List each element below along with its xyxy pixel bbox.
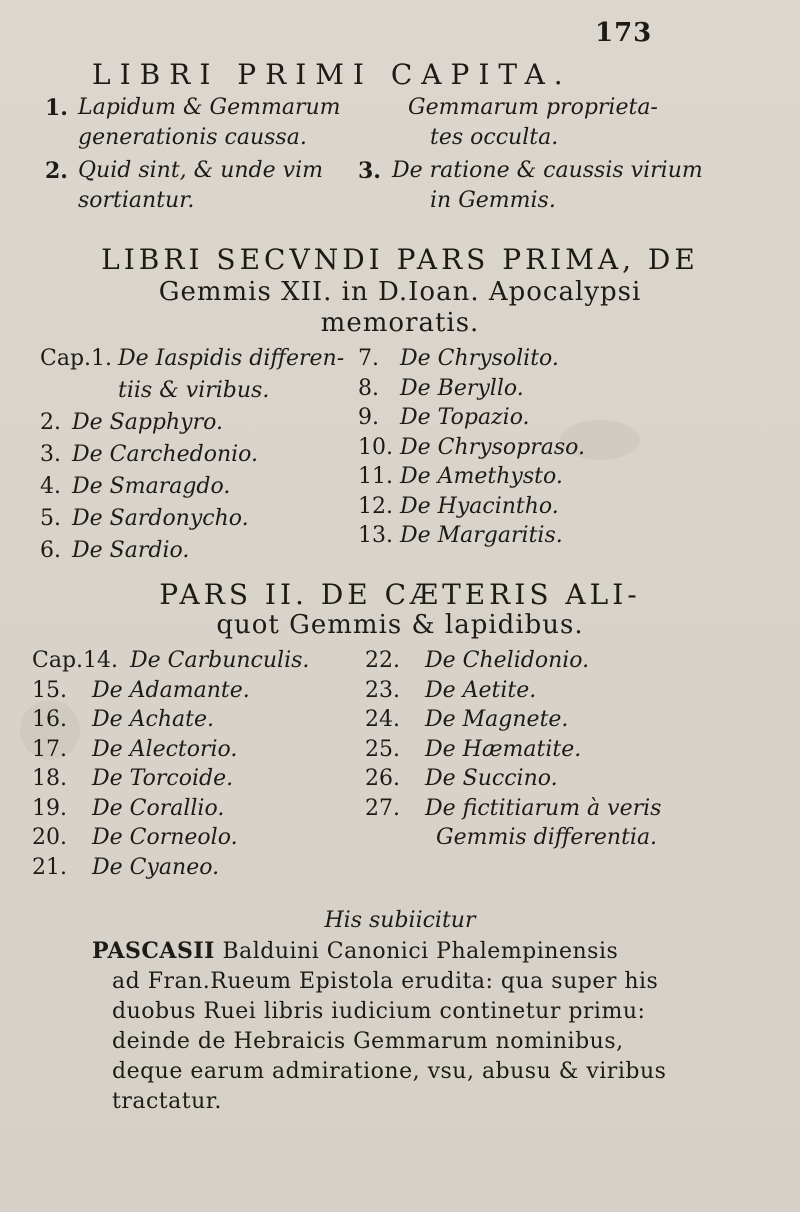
entry-title: De Sardio. xyxy=(72,538,190,563)
section-subtitle-secundi: Gemmis XII. in D.Ioan. Apocalypsi xyxy=(158,277,642,307)
entry-number: 4. xyxy=(40,474,61,499)
entry-number: 15. xyxy=(32,677,67,703)
entry-title: De fictitiarum à veris xyxy=(425,795,662,821)
entry-title: tiis & viribus. xyxy=(118,378,270,403)
paragraph-line: deinde de Hebraicis Gemmarum nominibus, xyxy=(112,1029,624,1054)
entry-number: 10. xyxy=(358,434,393,460)
entry-title: De Carchedonio. xyxy=(72,442,259,467)
entry-number: 25. xyxy=(365,736,400,762)
entry-title: Lapidum & Gemmarum xyxy=(78,95,341,120)
entry-number: 22. xyxy=(365,648,400,673)
entry-number: 21. xyxy=(32,854,67,880)
entry-number: 19. xyxy=(32,795,67,821)
entry-number: 26. xyxy=(365,766,400,791)
entry-title: De Corallio. xyxy=(92,795,225,821)
section-title-secundi: LIBRI SECVNDI PARS PRIMA, DE xyxy=(101,243,699,276)
entry-title: De Topazio. xyxy=(400,405,530,430)
epistola-paragraph xyxy=(92,936,782,1117)
entry-number: 24. xyxy=(365,707,400,732)
entry-number: 5. xyxy=(40,506,61,531)
entry-title: De Margaritis. xyxy=(400,523,563,548)
entry-number: 27. xyxy=(365,795,400,821)
paragraph-line: tractatur. xyxy=(112,1089,222,1114)
section-title-pars2: PARS II. DE CÆTERIS ALI- xyxy=(159,578,641,611)
paragraph-line: ad Fran.Rueum Epistola erudita: qua super his xyxy=(112,969,659,994)
entry-number: 1. xyxy=(45,95,68,121)
entry-title: De Chelidonio. xyxy=(425,648,590,673)
entry-title: De Amethysto. xyxy=(400,464,563,489)
entry-title: sortiantur. xyxy=(78,188,195,213)
entry-number: 11. xyxy=(358,464,393,489)
paragraph-first-line xyxy=(92,936,782,967)
entry-title: De Sapphyro. xyxy=(72,410,223,435)
paragraph-line: Balduini Canonici Phalempinensis xyxy=(222,939,619,964)
entry-title: De Magnete. xyxy=(425,707,569,732)
entry-number: 6. xyxy=(40,538,61,563)
entry-title: De Adamante. xyxy=(92,677,250,703)
entry-title: De Chrysopraso. xyxy=(400,434,585,460)
entry-title: Gemmis differentia. xyxy=(436,825,658,850)
entry-number: 20. xyxy=(32,825,67,850)
entry-title: De Torcoide. xyxy=(92,766,234,791)
entry-title: tes occulta. xyxy=(430,125,559,150)
entry-title: in Gemmis. xyxy=(430,188,556,213)
pascasii-lead: PASCASII xyxy=(92,938,215,964)
entry-title: De Cyaneo. xyxy=(92,854,220,880)
entry-title: De Succino. xyxy=(425,766,558,791)
entry-title: De Beryllo. xyxy=(400,375,524,401)
entry-number: 17. xyxy=(32,736,67,762)
page-number: 173 xyxy=(595,18,653,48)
entry-number: 18. xyxy=(32,766,67,791)
entry-number: 23. xyxy=(365,677,400,703)
entry-number: 3. xyxy=(40,442,61,467)
entry-title: De Corneolo. xyxy=(92,825,238,850)
entry-title: De Hæmatite. xyxy=(425,736,582,762)
running-head: LIBRI PRIMI CAPITA. xyxy=(92,58,572,91)
entry-title: De Carbunculis. xyxy=(130,648,310,673)
entry-title: Gemmarum proprieta- xyxy=(408,95,658,120)
entry-title: De Alectorio. xyxy=(92,736,238,762)
entry-number: 12. xyxy=(358,493,393,519)
entry-number: 2. xyxy=(40,410,61,435)
entry-title: De Iaspidis differen- xyxy=(118,346,345,371)
entry-title: De Hyacintho. xyxy=(400,493,559,519)
entry-number: 7. xyxy=(358,346,379,371)
entry-number: 16. xyxy=(32,707,67,732)
paragraph-line: duobus Ruei libris iudicium continetur primu: xyxy=(112,999,646,1024)
paragraph-line: deque earum admiratione, vsu, abusu & viribus xyxy=(112,1059,667,1084)
section-subtitle-secundi-end: memoratis. xyxy=(320,308,480,338)
entry-number: 9. xyxy=(358,405,379,430)
entry-number: Cap.1. xyxy=(40,346,113,371)
entry-title: De Achate. xyxy=(92,707,214,732)
entry-number: Cap.14. xyxy=(32,648,119,673)
entry-title: De Smaragdo. xyxy=(72,474,231,499)
entry-number: 3. xyxy=(358,158,381,184)
entry-title: De Sardonycho. xyxy=(72,506,249,531)
entry-number: 13. xyxy=(358,523,393,548)
entry-number: 2. xyxy=(45,158,68,184)
entry-title: generationis caussa. xyxy=(78,125,307,150)
subiicitur-line: His subiicitur xyxy=(324,908,476,933)
entry-number: 8. xyxy=(358,375,379,401)
entry-title: Quid sint, & unde vim xyxy=(78,158,323,183)
entry-title: De Aetite. xyxy=(425,677,537,703)
entry-title: De ratione & caussis virium xyxy=(392,158,703,183)
section-subtitle-pars2: quot Gemmis & lapidibus. xyxy=(216,610,584,640)
entry-title: De Chrysolito. xyxy=(400,346,559,371)
